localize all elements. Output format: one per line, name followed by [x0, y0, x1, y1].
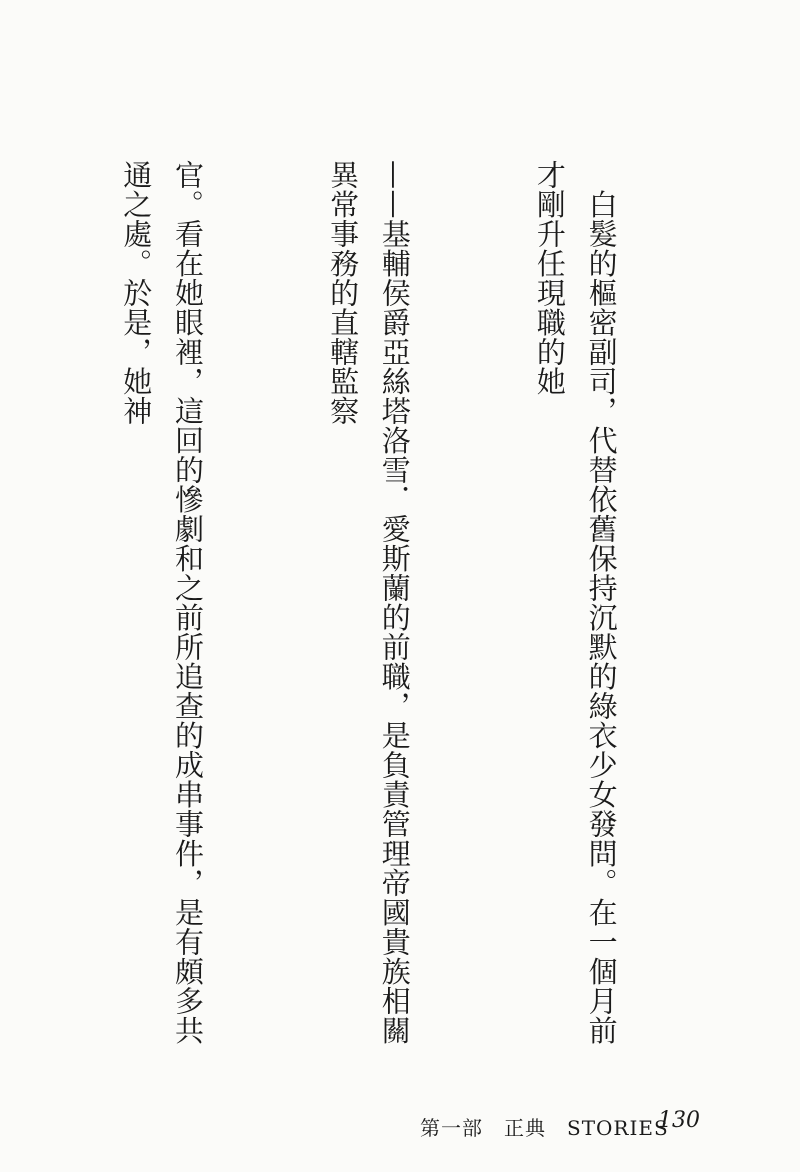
- page-number: 130: [658, 1108, 700, 1133]
- text-line: [0, 160, 6, 1060]
- vertical-text-body: [70, 160, 730, 1060]
- text-line: ——基輔侯爵亞絲塔洛雪．愛斯蘭的前職，是負責管理帝國貴族相關異常事務的直轄監察: [326, 160, 412, 1045]
- text-line: 白髮的樞密副司，代替依舊保持沉默的綠衣少女發問。在一個月前才剛升任現職的她: [532, 160, 619, 1045]
- text-line: 官。看在她眼裡，這回的慘劇和之前所追查的成串事件，是有頗多共通之處。於是，她神: [119, 160, 205, 1045]
- running-head: 第一部 正典 STORIES: [420, 1116, 669, 1140]
